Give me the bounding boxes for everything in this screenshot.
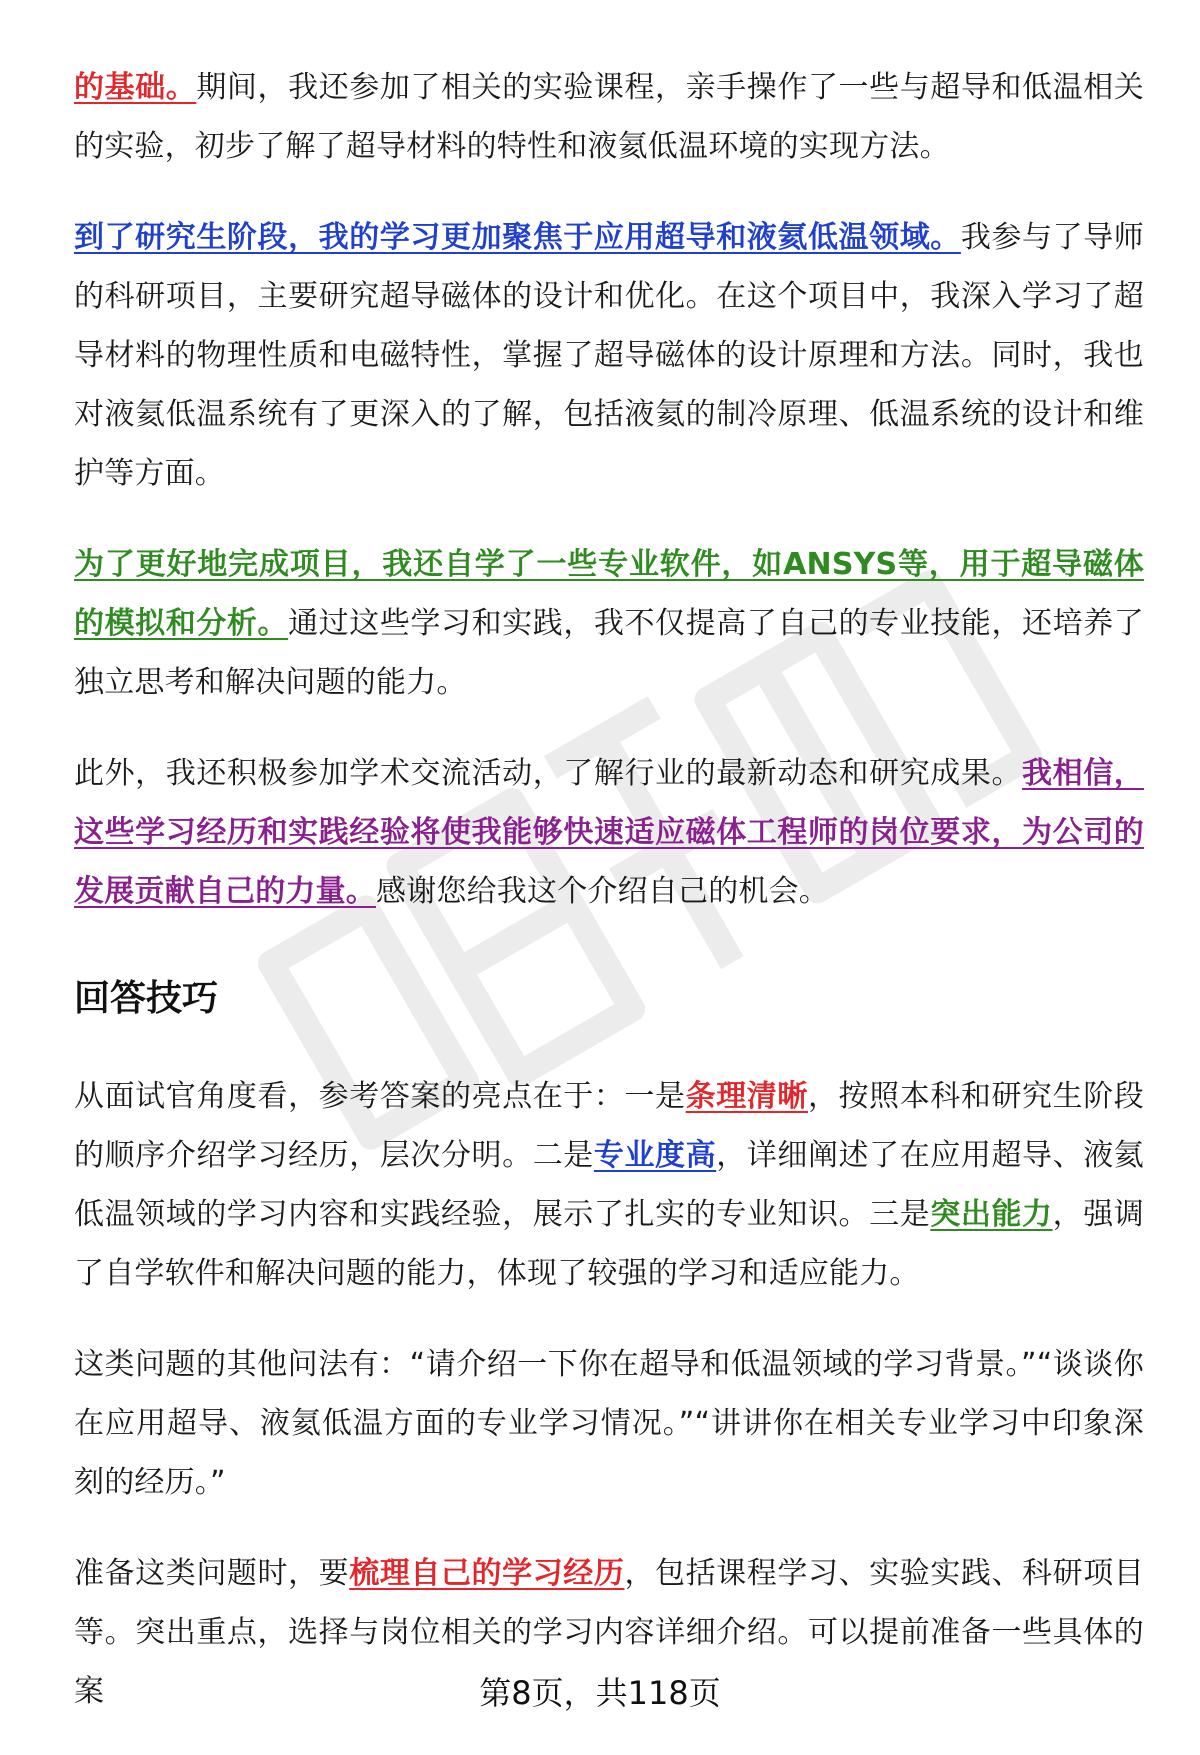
paragraph-text: 此外，我还积极参加学术交流活动，了解行业的最新动态和研究成果。 [74,756,1023,791]
tip-paragraph [74,1335,1144,1512]
paragraph-text: ，详细阐述了在应用超导、液氦低温领域的学习内容和实践经验，展示了扎实的专业知识。三是 [74,1138,1144,1232]
paragraph-text: 通过这些学习和实践，我不仅提高了自己的专业技能，还培养了独立思考和解决问题的能力。 [74,606,1144,700]
highlighted-phrase-red: 梳理自己的学习经历 [349,1556,625,1591]
page-number-footer: 第8页，共118页 [479,1674,721,1712]
highlighted-phrase-red: 的基础。 [74,70,197,105]
highlighted-phrase-red: 条理清晰 [685,1079,808,1114]
tips-section [74,1067,1144,1721]
paragraph-text: 我参与了导师的科研项目，主要研究超导磁体的设计和优化。在这个项目中，我深入学习了超导材料的物理性质和电磁特性，掌握了超导磁体的设计原理和方法。同时，我也对液氦低温系统有了更深入的了解，包括液氦的制冷原理、低温系统的设计和维护等方面。 [74,220,1144,491]
paragraph-text: 这类问题的其他问法有：“请介绍一下你在超导和低温领域的学习背景。”“谈谈你在应用超导、液氦低温方面的专业学习情况。”“讲讲你在相关专业学习中印象深刻的经历。” [74,1347,1144,1500]
tip-paragraph [74,1067,1144,1303]
answer-paragraph [74,58,1144,176]
paragraph-text: 准备这类问题时，要 [74,1556,350,1591]
highlighted-phrase-green: 突出能力 [930,1197,1053,1232]
paragraph-text: ，按照本科和研究生阶段的顺序介绍学习经历，层次分明。二是 [74,1079,1144,1173]
document-page [74,58,1144,1753]
highlighted-phrase-blue: 专业度高 [593,1138,717,1173]
paragraph-text: 感谢您给我这个介绍自己的机会。 [376,874,829,909]
answer-paragraph [74,744,1144,921]
highlighted-phrase-purple: 我相信，这些学习经历和实践经验将使我能够快速适应磁体工程师的岗位要求，为公司的发展贡献自己的力量。 [74,756,1144,909]
answer-paragraph [74,208,1144,503]
answer-paragraph [74,535,1144,712]
highlighted-phrase-green: 为了更好地完成项目，我还自学了一些专业软件，如ANSYS等，用于超导磁体的模拟和分析。 [74,547,1144,641]
paragraph-text: 从面试官角度看，参考答案的亮点在于：一是 [74,1079,686,1114]
paragraph-text: ，包括课程学习、实验实践、科研项目等。突出重点，选择与岗位相关的学习内容详细介绍。可以提前准备一些具体的案 [74,1556,1144,1709]
paragraph-text: 期间，我还参加了相关的实验课程，亲手操作了一些与超导和低温相关的实验，初步了解了超导材料的特性和液氦低温环境的实现方法。 [74,70,1144,164]
highlighted-phrase-blue: 到了研究生阶段，我的学习更加聚焦于应用超导和液氦低温领域。 [74,220,961,255]
section-heading: 回答技巧 [74,978,219,1019]
answer-section [74,58,1144,921]
paragraph-text: ，强调了自学软件和解决问题的能力，体现了较强的学习和适应能力。 [74,1197,1144,1291]
